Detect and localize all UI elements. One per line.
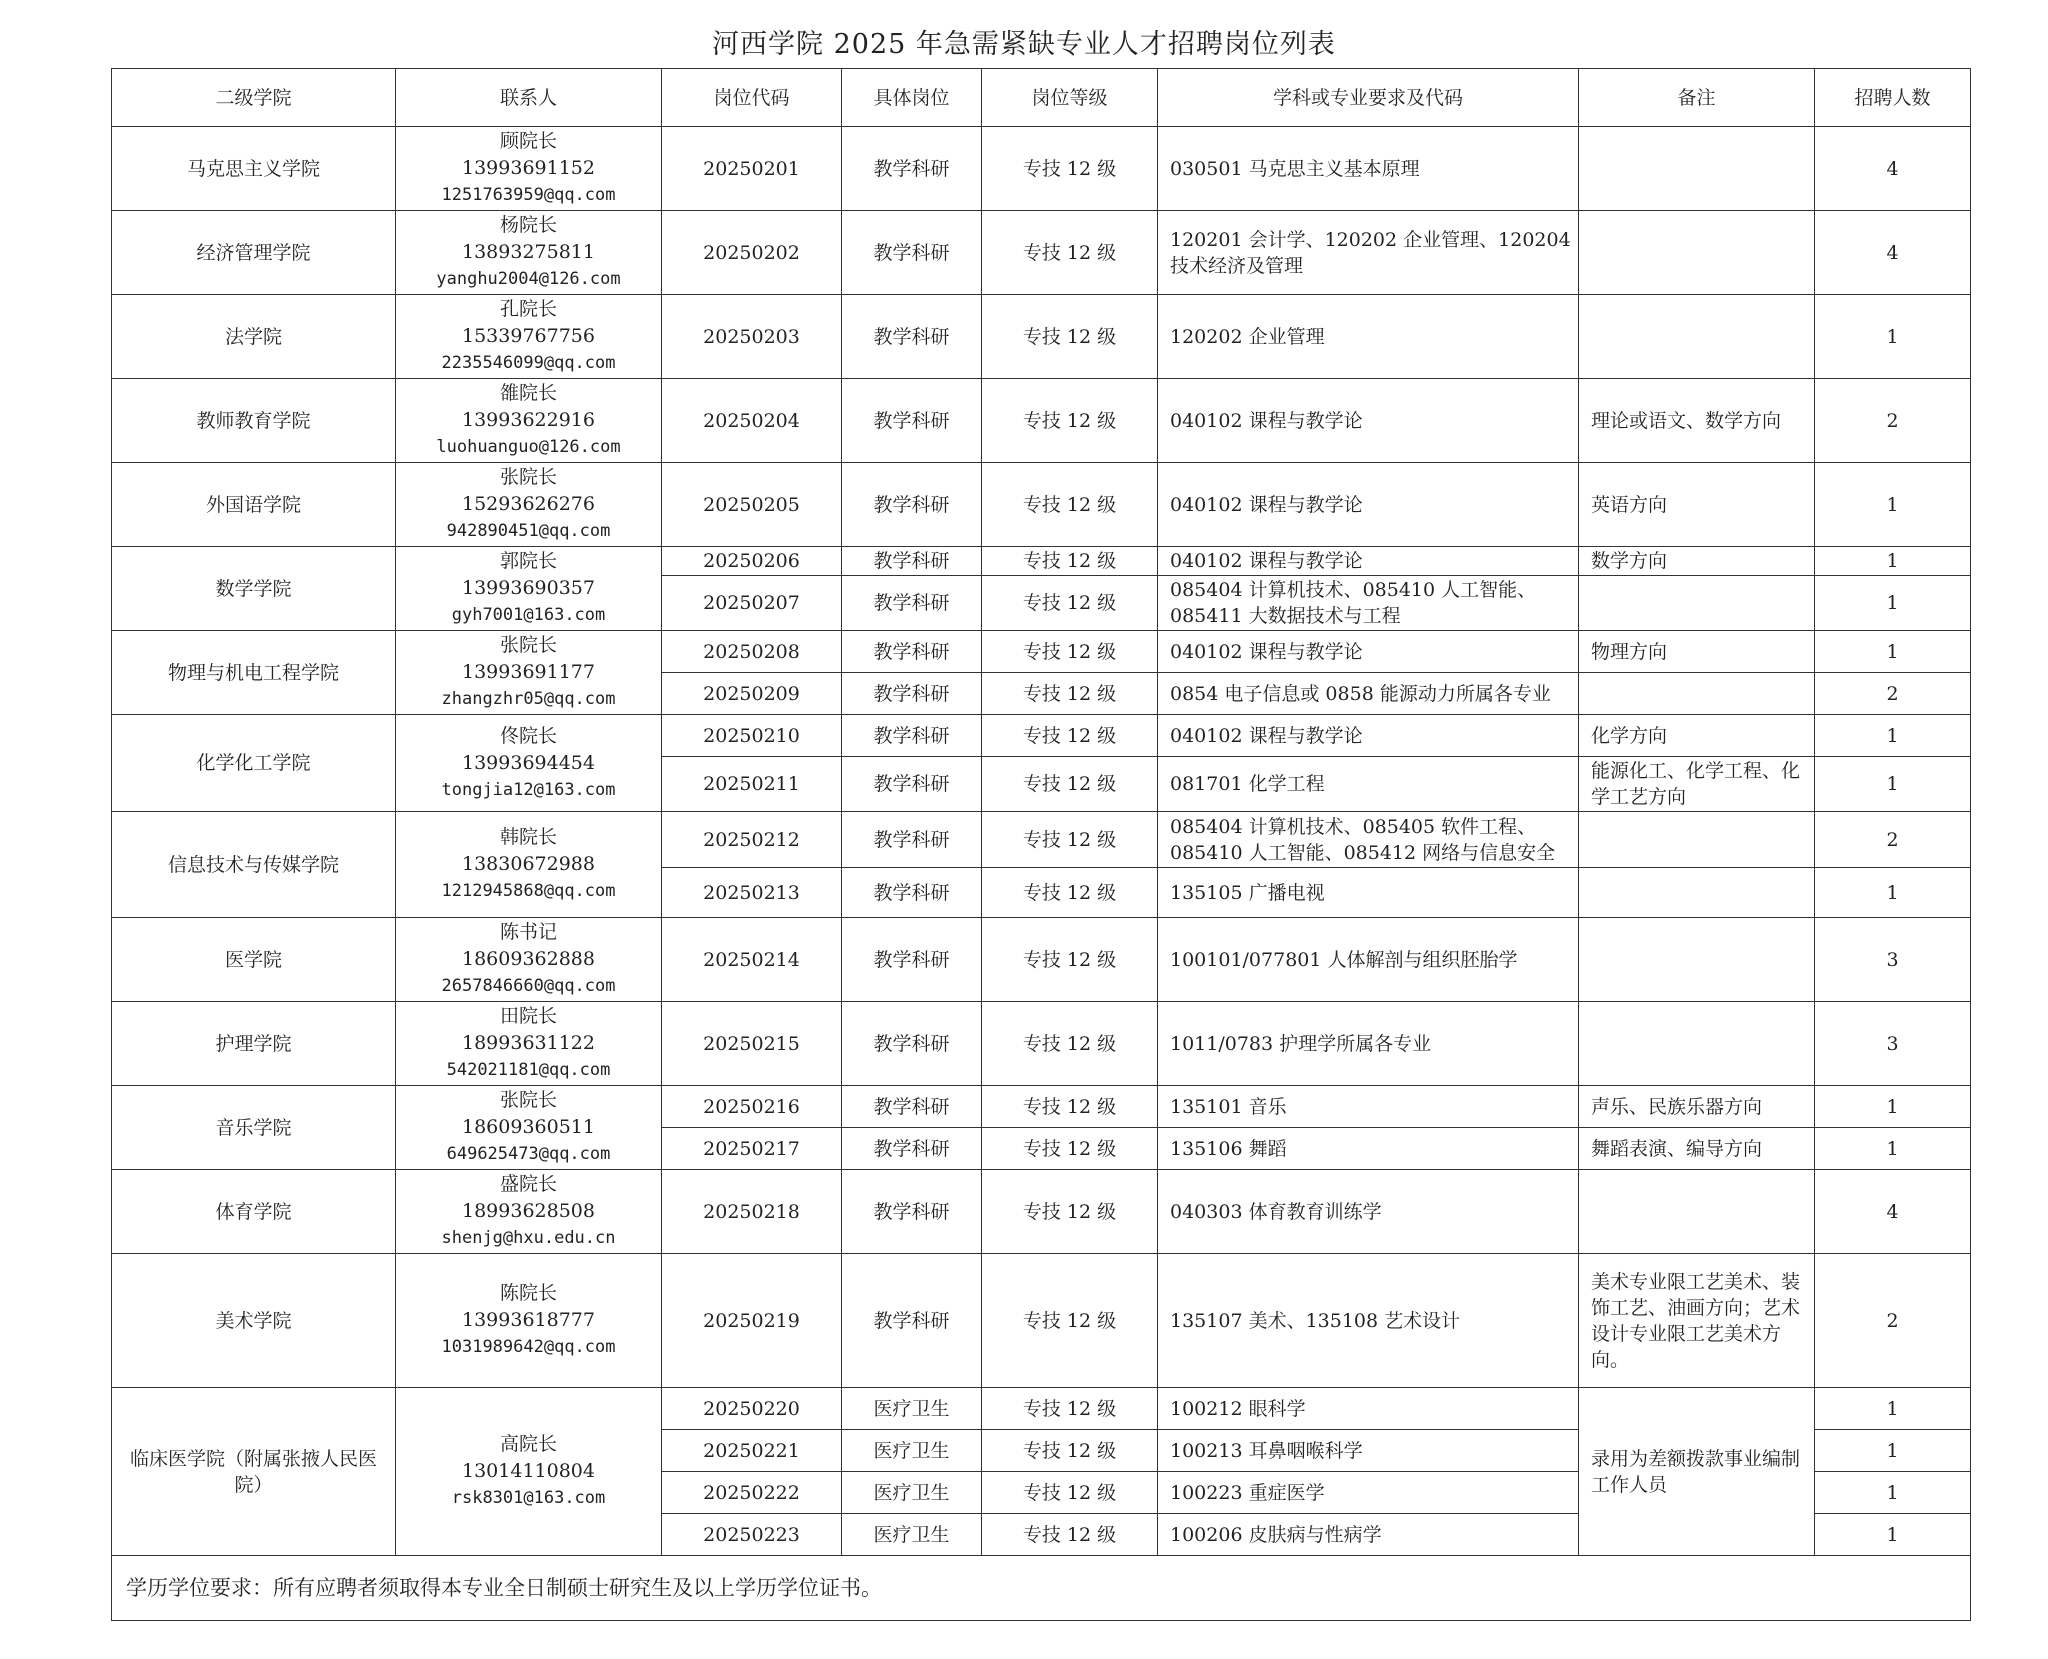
contact-email: 2657846660@qq.com xyxy=(441,976,616,996)
table-row xyxy=(112,715,1971,757)
position-code: 20250223 xyxy=(662,1514,842,1556)
major-requirement: 100206 皮肤病与性病学 xyxy=(1158,1514,1579,1556)
post-level: 专技 12 级 xyxy=(982,379,1158,463)
contact-phone: 13014110804 xyxy=(462,1460,595,1482)
recruit-count: 3 xyxy=(1815,1002,1971,1086)
post-level: 专技 12 级 xyxy=(982,868,1158,918)
contact-name: 郭院长 xyxy=(499,550,557,572)
post-level: 专技 12 级 xyxy=(982,211,1158,295)
contact-email: gyh7001@163.com xyxy=(451,605,606,625)
major-requirement: 135101 音乐 xyxy=(1158,1086,1579,1128)
college-cell: 信息技术与传媒学院 xyxy=(112,812,396,918)
contact-cell xyxy=(396,295,662,379)
remark: 英语方向 xyxy=(1579,463,1815,547)
post-level: 专技 12 级 xyxy=(982,1086,1158,1128)
major-requirement: 040102 课程与教学论 xyxy=(1158,631,1579,673)
contact-phone: 18609362888 xyxy=(462,948,595,970)
table-row xyxy=(112,1254,1971,1388)
contact-cell xyxy=(396,463,662,547)
page-title: 河西学院 2025 年急需紧缺专业人才招聘岗位列表 xyxy=(712,29,1336,60)
recruit-count: 1 xyxy=(1815,547,1971,576)
college-cell: 美术学院 xyxy=(112,1254,396,1388)
major-requirement: 040102 课程与教学论 xyxy=(1158,547,1579,576)
position-code: 20250221 xyxy=(662,1430,842,1472)
recruit-count: 1 xyxy=(1815,715,1971,757)
position-code: 20250214 xyxy=(662,918,842,1002)
remark xyxy=(1579,868,1815,918)
contact-name: 张院长 xyxy=(499,634,557,656)
position-code: 20250218 xyxy=(662,1170,842,1254)
remark: 录用为差额拨款事业编制工作人员 xyxy=(1579,1388,1815,1556)
contact-phone: 13993622916 xyxy=(462,409,595,431)
major-requirement: 085404 计算机技术、085410 人工智能、085411 大数据技术与工程 xyxy=(1158,576,1579,631)
college-cell: 护理学院 xyxy=(112,1002,396,1086)
table-row xyxy=(112,631,1971,673)
major-requirement: 135107 美术、135108 艺术设计 xyxy=(1158,1254,1579,1388)
post-type: 教学科研 xyxy=(842,547,982,576)
remark: 化学方向 xyxy=(1579,715,1815,757)
college-cell: 法学院 xyxy=(112,295,396,379)
remark xyxy=(1579,295,1815,379)
post-level: 专技 12 级 xyxy=(982,295,1158,379)
contact-name: 高院长 xyxy=(499,1433,557,1455)
post-type: 医疗卫生 xyxy=(842,1514,982,1556)
table-row xyxy=(112,127,1971,211)
recruit-count: 1 xyxy=(1815,631,1971,673)
position-code: 20250217 xyxy=(662,1128,842,1170)
major-requirement: 040303 体育教育训练学 xyxy=(1158,1170,1579,1254)
table-row xyxy=(112,547,1971,576)
recruit-count: 1 xyxy=(1815,1388,1971,1430)
table-row xyxy=(112,1086,1971,1128)
major-requirement: 100101/077801 人体解剖与组织胚胎学 xyxy=(1158,918,1579,1002)
position-code: 20250203 xyxy=(662,295,842,379)
recruit-count: 1 xyxy=(1815,1430,1971,1472)
position-code: 20250211 xyxy=(662,757,842,812)
major-requirement: 120201 会计学、120202 企业管理、120204 技术经济及管理 xyxy=(1158,211,1579,295)
college-cell: 数学学院 xyxy=(112,547,396,631)
post-type: 教学科研 xyxy=(842,631,982,673)
recruit-count: 2 xyxy=(1815,812,1971,868)
header-cell: 学科或专业要求及代码 xyxy=(1158,69,1579,127)
post-level: 专技 12 级 xyxy=(982,812,1158,868)
position-code: 20250220 xyxy=(662,1388,842,1430)
contact-cell xyxy=(396,631,662,715)
contact-email: 542021181@qq.com xyxy=(446,1060,611,1080)
recruit-count: 4 xyxy=(1815,211,1971,295)
major-requirement: 030501 马克思主义基本原理 xyxy=(1158,127,1579,211)
recruit-count: 1 xyxy=(1815,576,1971,631)
header-cell: 联系人 xyxy=(396,69,662,127)
education-requirement: 学历学位要求：所有应聘者须取得本专业全日制硕士研究生及以上学历学位证书。 xyxy=(112,1556,1971,1621)
header-cell: 岗位代码 xyxy=(662,69,842,127)
remark: 声乐、民族乐器方向 xyxy=(1579,1086,1815,1128)
position-code: 20250216 xyxy=(662,1086,842,1128)
recruit-count: 1 xyxy=(1815,463,1971,547)
remark: 舞蹈表演、编导方向 xyxy=(1579,1128,1815,1170)
contact-email: shenjg@hxu.edu.cn xyxy=(441,1228,616,1248)
post-level: 专技 12 级 xyxy=(982,1254,1158,1388)
header-cell: 招聘人数 xyxy=(1815,69,1971,127)
contact-email: yanghu2004@126.com xyxy=(436,269,621,289)
major-requirement: 085404 计算机技术、085405 软件工程、085410 人工智能、085412 网络与信息安全 xyxy=(1158,812,1579,868)
contact-phone: 13993690357 xyxy=(462,577,595,599)
contact-name: 顾院长 xyxy=(499,130,557,152)
table-row xyxy=(112,211,1971,295)
contact-name: 孔院长 xyxy=(499,298,557,320)
college-cell: 医学院 xyxy=(112,918,396,1002)
college-cell: 音乐学院 xyxy=(112,1086,396,1170)
post-type: 教学科研 xyxy=(842,757,982,812)
contact-phone: 13830672988 xyxy=(462,853,595,875)
major-requirement: 100212 眼科学 xyxy=(1158,1388,1579,1430)
major-requirement: 100223 重症医学 xyxy=(1158,1472,1579,1514)
post-type: 教学科研 xyxy=(842,576,982,631)
recruit-count: 2 xyxy=(1815,379,1971,463)
post-level: 专技 12 级 xyxy=(982,757,1158,812)
contact-name: 田院长 xyxy=(499,1005,557,1027)
recruitment-table xyxy=(111,68,1971,1621)
recruit-count: 1 xyxy=(1815,757,1971,812)
contact-cell xyxy=(396,1002,662,1086)
contact-email: 1251763959@qq.com xyxy=(441,185,616,205)
contact-cell xyxy=(396,379,662,463)
remark xyxy=(1579,127,1815,211)
recruit-count: 1 xyxy=(1815,295,1971,379)
post-type: 教学科研 xyxy=(842,812,982,868)
position-code: 20250215 xyxy=(662,1002,842,1086)
post-type: 教学科研 xyxy=(842,918,982,1002)
contact-cell xyxy=(396,1388,662,1556)
post-type: 教学科研 xyxy=(842,1170,982,1254)
post-level: 专技 12 级 xyxy=(982,127,1158,211)
table-row xyxy=(112,379,1971,463)
college-cell: 体育学院 xyxy=(112,1170,396,1254)
post-type: 教学科研 xyxy=(842,127,982,211)
table-row xyxy=(112,1388,1971,1430)
remark xyxy=(1579,576,1815,631)
post-type: 教学科研 xyxy=(842,715,982,757)
major-requirement: 040102 课程与教学论 xyxy=(1158,379,1579,463)
contact-name: 张院长 xyxy=(499,1089,557,1111)
post-level: 专技 12 级 xyxy=(982,1128,1158,1170)
contact-cell xyxy=(396,1086,662,1170)
contact-email: 1212945868@qq.com xyxy=(441,881,616,901)
contact-email: 2235546099@qq.com xyxy=(441,353,616,373)
position-code: 20250212 xyxy=(662,812,842,868)
table-row xyxy=(112,295,1971,379)
college-cell: 化学化工学院 xyxy=(112,715,396,812)
contact-cell xyxy=(396,812,662,918)
position-code: 20250213 xyxy=(662,868,842,918)
contact-phone: 15339767756 xyxy=(462,325,595,347)
contact-cell xyxy=(396,211,662,295)
post-level: 专技 12 级 xyxy=(982,918,1158,1002)
remark xyxy=(1579,1002,1815,1086)
recruit-count: 1 xyxy=(1815,868,1971,918)
contact-email: 1031989642@qq.com xyxy=(441,1337,616,1357)
post-level: 专技 12 级 xyxy=(982,576,1158,631)
college-cell: 马克思主义学院 xyxy=(112,127,396,211)
post-level: 专技 12 级 xyxy=(982,715,1158,757)
major-requirement: 1011/0783 护理学所属各专业 xyxy=(1158,1002,1579,1086)
post-type: 教学科研 xyxy=(842,295,982,379)
header-cell: 备注 xyxy=(1579,69,1815,127)
contact-email: zhangzhr05@qq.com xyxy=(441,689,616,709)
table-row xyxy=(112,463,1971,547)
post-type: 教学科研 xyxy=(842,1002,982,1086)
contact-name: 佟院长 xyxy=(499,724,557,747)
footer-row xyxy=(112,1556,1971,1621)
position-code: 20250222 xyxy=(662,1472,842,1514)
contact-cell xyxy=(396,1254,662,1388)
recruit-count: 1 xyxy=(1815,1128,1971,1170)
contact-name: 盛院长 xyxy=(499,1173,557,1195)
remark: 数学方向 xyxy=(1579,547,1815,576)
contact-name: 雒院长 xyxy=(499,382,557,404)
position-code: 20250204 xyxy=(662,379,842,463)
table-row xyxy=(112,812,1971,868)
contact-phone: 15293626276 xyxy=(462,493,595,515)
major-requirement: 135105 广播电视 xyxy=(1158,868,1579,918)
position-code: 20250210 xyxy=(662,715,842,757)
major-requirement: 120202 企业管理 xyxy=(1158,295,1579,379)
post-level: 专技 12 级 xyxy=(982,1430,1158,1472)
position-code: 20250208 xyxy=(662,631,842,673)
major-requirement: 100213 耳鼻咽喉科学 xyxy=(1158,1430,1579,1472)
contact-cell xyxy=(396,127,662,211)
contact-cell xyxy=(396,715,662,812)
remark: 能源化工、化学工程、化学工艺方向 xyxy=(1579,757,1815,812)
post-type: 教学科研 xyxy=(842,463,982,547)
contact-phone: 13993691177 xyxy=(462,661,595,683)
remark xyxy=(1579,1170,1815,1254)
post-level: 专技 12 级 xyxy=(982,547,1158,576)
college-cell: 物理与机电工程学院 xyxy=(112,631,396,715)
table-row xyxy=(112,918,1971,1002)
recruit-count: 4 xyxy=(1815,1170,1971,1254)
recruit-count: 2 xyxy=(1815,1254,1971,1388)
contact-phone: 13993694454 xyxy=(462,751,595,774)
recruit-count: 1 xyxy=(1815,1086,1971,1128)
post-type: 医疗卫生 xyxy=(842,1430,982,1472)
contact-name: 韩院长 xyxy=(499,826,557,848)
post-type: 教学科研 xyxy=(842,1254,982,1388)
position-code: 20250202 xyxy=(662,211,842,295)
post-level: 专技 12 级 xyxy=(982,673,1158,715)
header-cell: 二级学院 xyxy=(112,69,396,127)
contact-phone: 13993691152 xyxy=(462,157,595,179)
contact-email: tongjia12@163.com xyxy=(441,779,616,800)
post-type: 医疗卫生 xyxy=(842,1472,982,1514)
header-cell: 岗位等级 xyxy=(982,69,1158,127)
remark xyxy=(1579,673,1815,715)
remark xyxy=(1579,211,1815,295)
post-type: 教学科研 xyxy=(842,1086,982,1128)
major-requirement: 135106 舞蹈 xyxy=(1158,1128,1579,1170)
table-row xyxy=(112,1002,1971,1086)
remark xyxy=(1579,812,1815,868)
position-code: 20250207 xyxy=(662,576,842,631)
contact-cell xyxy=(396,918,662,1002)
contact-phone: 13993618777 xyxy=(462,1309,595,1331)
position-code: 20250219 xyxy=(662,1254,842,1388)
post-type: 教学科研 xyxy=(842,868,982,918)
recruit-count: 1 xyxy=(1815,1514,1971,1556)
recruit-count: 4 xyxy=(1815,127,1971,211)
position-code: 20250209 xyxy=(662,673,842,715)
post-level: 专技 12 级 xyxy=(982,1388,1158,1430)
remark: 美术专业限工艺美术、装饰工艺、油画方向；艺术设计专业限工艺美术方向。 xyxy=(1579,1254,1815,1388)
post-type: 教学科研 xyxy=(842,673,982,715)
contact-email: 649625473@qq.com xyxy=(446,1144,611,1164)
post-type: 医疗卫生 xyxy=(842,1388,982,1430)
post-level: 专技 12 级 xyxy=(982,1002,1158,1086)
recruit-count: 1 xyxy=(1815,1472,1971,1514)
post-level: 专技 12 级 xyxy=(982,631,1158,673)
header-cell: 具体岗位 xyxy=(842,69,982,127)
header-row xyxy=(112,69,1971,127)
major-requirement: 040102 课程与教学论 xyxy=(1158,715,1579,757)
major-requirement: 0854 电子信息或 0858 能源动力所属各专业 xyxy=(1158,673,1579,715)
post-level: 专技 12 级 xyxy=(982,1170,1158,1254)
post-type: 教学科研 xyxy=(842,211,982,295)
post-level: 专技 12 级 xyxy=(982,1472,1158,1514)
remark: 理论或语文、数学方向 xyxy=(1579,379,1815,463)
post-type: 教学科研 xyxy=(842,1128,982,1170)
position-code: 20250206 xyxy=(662,547,842,576)
contact-phone: 18993631122 xyxy=(462,1032,595,1054)
recruit-count: 3 xyxy=(1815,918,1971,1002)
contact-phone: 18993628508 xyxy=(462,1200,595,1222)
contact-email: 942890451@qq.com xyxy=(446,521,611,541)
remark xyxy=(1579,918,1815,1002)
college-cell: 经济管理学院 xyxy=(112,211,396,295)
position-code: 20250201 xyxy=(662,127,842,211)
contact-cell xyxy=(396,547,662,631)
remark: 物理方向 xyxy=(1579,631,1815,673)
post-level: 专技 12 级 xyxy=(982,1514,1158,1556)
contact-name: 杨院长 xyxy=(499,214,557,236)
contact-phone: 13893275811 xyxy=(462,241,595,263)
major-requirement: 040102 课程与教学论 xyxy=(1158,463,1579,547)
major-requirement: 081701 化学工程 xyxy=(1158,757,1579,812)
contact-name: 张院长 xyxy=(499,466,557,488)
contact-email: luohuanguo@126.com xyxy=(436,437,621,457)
recruit-count: 2 xyxy=(1815,673,1971,715)
post-type: 教学科研 xyxy=(842,379,982,463)
table-row xyxy=(112,1170,1971,1254)
college-cell: 外国语学院 xyxy=(112,463,396,547)
contact-cell xyxy=(396,1170,662,1254)
contact-name: 陈书记 xyxy=(499,921,557,943)
college-cell: 教师教育学院 xyxy=(112,379,396,463)
contact-phone: 18609360511 xyxy=(462,1116,595,1138)
contact-email: rsk8301@163.com xyxy=(451,1488,606,1508)
contact-name: 陈院长 xyxy=(499,1282,557,1304)
position-code: 20250205 xyxy=(662,463,842,547)
post-level: 专技 12 级 xyxy=(982,463,1158,547)
college-cell: 临床医学院（附属张掖人民医院） xyxy=(112,1388,396,1556)
